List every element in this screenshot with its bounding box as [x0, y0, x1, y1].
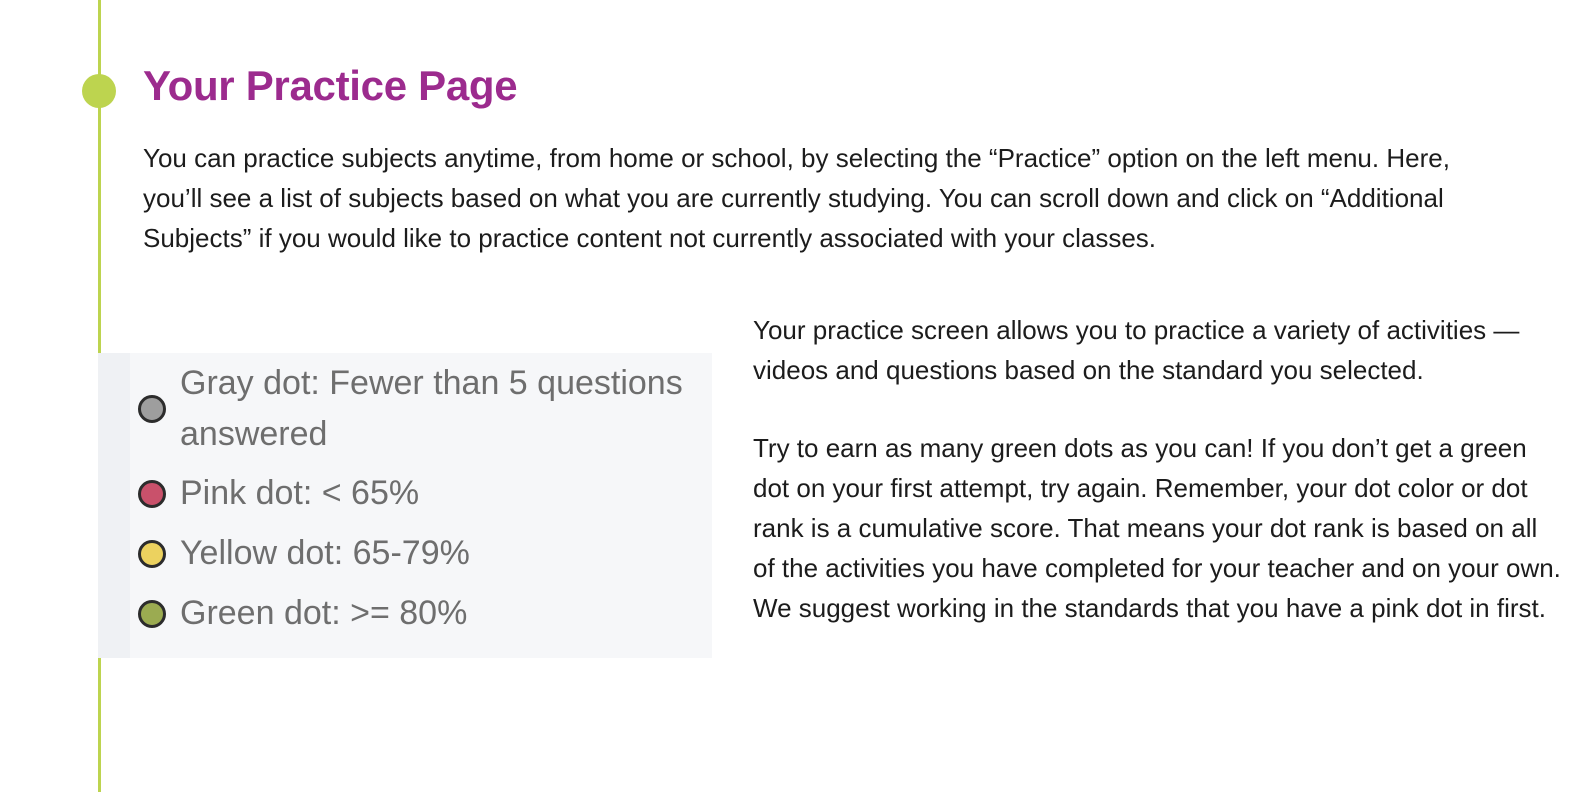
pink-dot-icon — [138, 480, 166, 508]
legend-item-pink — [138, 468, 419, 519]
legend-item-yellow — [138, 528, 470, 579]
intro-paragraph: You can practice subjects anytime, from home or school, by selecting the “Practice” option on the left menu. Here, you’ll see a list of subjects based on what you are currently studying. You can scroll down and click on “Additional Subjects” if you would like to practice content not currently associated with your classes. — [143, 143, 1450, 253]
page-title: Your Practice Page — [143, 62, 518, 109]
practice-screen-paragraph: Your practice screen allows you to practice a variety of activities — videos and questions based on the standard you selected. — [753, 315, 1520, 385]
legend-item-green — [138, 588, 467, 639]
legend-label-pink: Pink dot: < 65% — [180, 474, 420, 512]
dot-legend-image — [98, 353, 712, 658]
legend-label-green: Green dot: >= 80% — [180, 594, 468, 632]
explanation-column — [753, 310, 1563, 666]
gray-dot-icon — [138, 395, 166, 423]
yellow-dot-icon — [138, 540, 166, 568]
legend-item-gray — [138, 358, 720, 460]
green-dot-icon — [138, 600, 166, 628]
timeline-dot — [82, 74, 116, 108]
legend-label-gray: Gray dot: Fewer than 5 questions answered — [180, 364, 683, 453]
legend-label-yellow: Yellow dot: 65-79% — [180, 534, 470, 572]
green-dots-paragraph: Try to earn as many green dots as you can! If you don’t get a green dot on your first attempt, try again. Remember, your dot color or dot rank is a cumulative score. That means your dot rank is based on all of the activities you have completed for your teacher and on your own. We suggest working in the standards that you have a pink dot in first. — [753, 433, 1561, 623]
legend-side-strip — [98, 353, 130, 658]
